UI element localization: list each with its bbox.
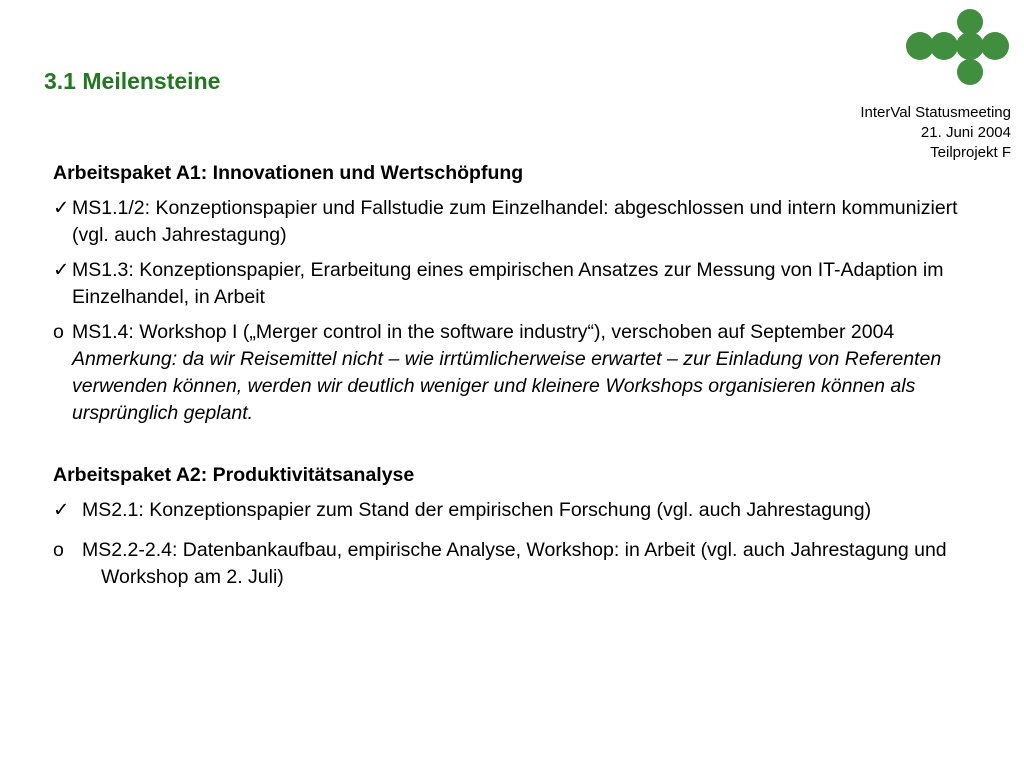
open-bullet-icon: o	[53, 539, 64, 561]
work-package-a2-heading: Arbeitspaket A2: Produktivitätsanalyse	[53, 464, 415, 486]
work-package-a2	[53, 462, 993, 591]
milestone-item	[53, 319, 993, 427]
milestone-text: MS1.3: Konzeptionspapier, Erarbeitung eines empirischen Ansatzes zur Messung von IT-Adaption im Einzelhandel, in Arbeit	[72, 259, 944, 308]
milestone-text: MS2.2-2.4: Datenbankaufbau, empirische Analyse, Workshop: in Arbeit (vgl. auch Jahrestagung und Workshop am 2. Juli)	[82, 539, 947, 588]
milestone-text: MS1.1/2: Konzeptionspapier und Fallstudie zum Einzelhandel: abgeschlossen und intern kommuniziert (vgl. auch Jahrestagung)	[72, 197, 958, 246]
checkmark-icon: ✓	[53, 197, 70, 219]
meeting-info	[860, 103, 1011, 163]
meeting-subproject: Teilprojekt F	[930, 144, 1011, 161]
work-package-a1-heading: Arbeitspaket A1: Innovationen und Wertschöpfung	[53, 162, 524, 184]
meeting-name: InterVal Statusmeeting	[860, 104, 1011, 121]
slide-title: 3.1 Meilensteine	[44, 68, 221, 94]
open-bullet-icon: o	[53, 321, 64, 343]
green-dots-logo-icon	[900, 6, 1014, 90]
checkmark-icon: ✓	[53, 499, 70, 521]
meeting-date: 21. Juni 2004	[920, 124, 1011, 141]
checkmark-icon: ✓	[53, 259, 70, 281]
slide-content	[53, 160, 993, 604]
milestone-item	[53, 537, 993, 591]
milestone-item	[53, 497, 993, 524]
milestone-note: Anmerkung: da wir Reisemittel nicht – wie irrtümlicherweise erwartet – zur Einladung von Referenten verwenden können, werden wir deutlich weniger und kleinere Workshops organisieren können als ursprünglich geplant.	[72, 348, 942, 424]
milestone-item	[53, 257, 993, 311]
milestone-item	[53, 195, 993, 249]
milestone-text: MS2.1: Konzeptionspapier zum Stand der empirischen Forschung (vgl. auch Jahrestagung)	[82, 499, 872, 521]
milestone-text: MS1.4: Workshop I („Merger control in the software industry“), verschoben auf September 2004	[72, 321, 895, 343]
work-package-a1	[53, 160, 993, 427]
